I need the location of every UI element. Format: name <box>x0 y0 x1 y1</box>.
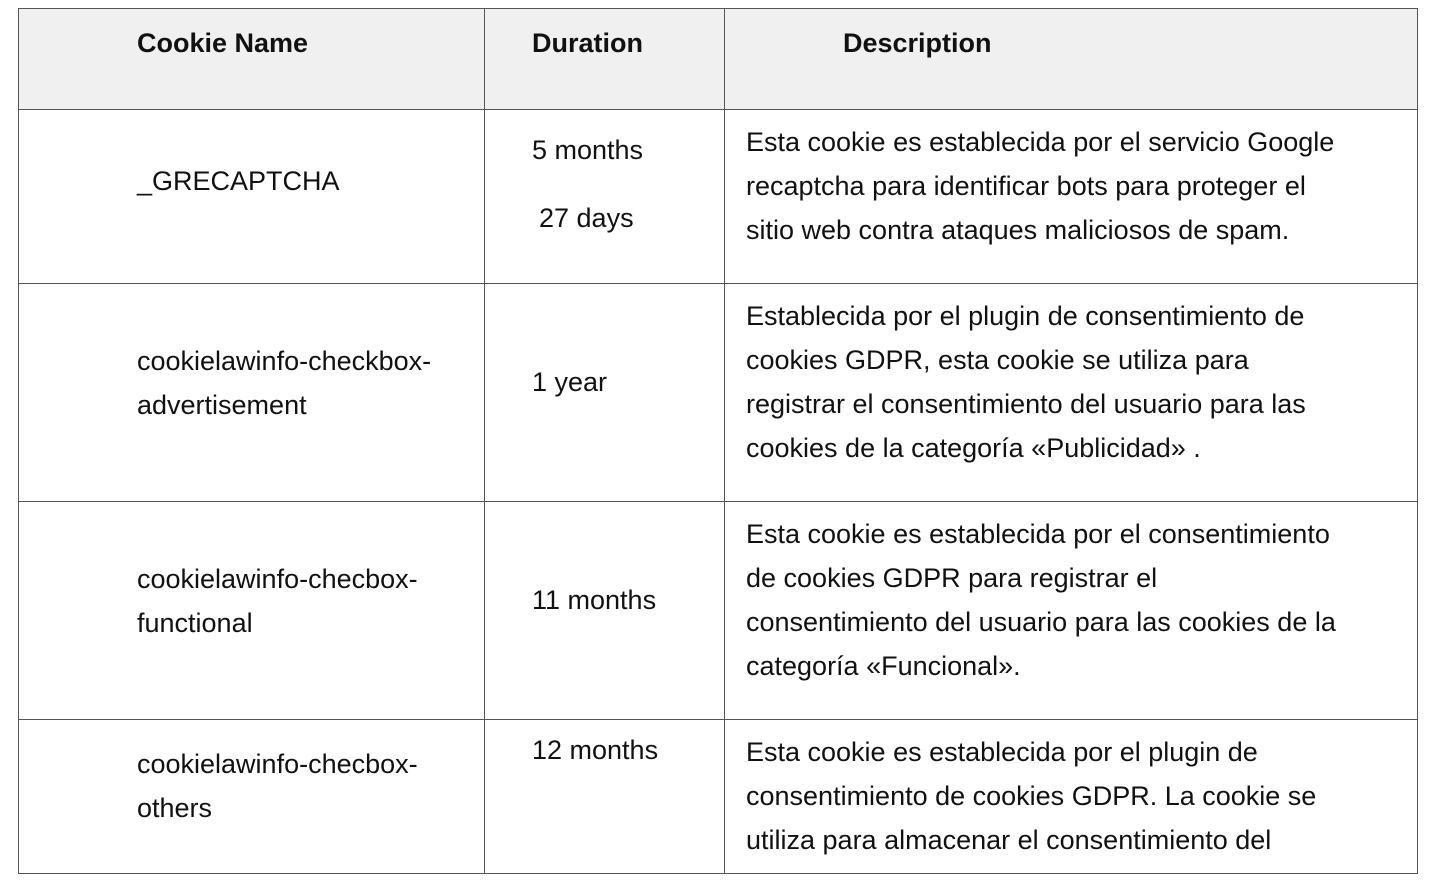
header-duration: Duration <box>485 9 725 110</box>
description-line: Establecida por el plugin de consentimiento de <box>746 301 1305 331</box>
cookie-name-cell <box>19 502 485 720</box>
description-line: recaptcha para identificar bots para proteger el <box>746 171 1306 201</box>
description-line: sitio web contra ataques maliciosos de spam. <box>746 215 1290 245</box>
description-line: cookies de la categoría «Publicidad» . <box>746 433 1201 463</box>
description-line: consentimiento del usuario para las cookies de la <box>746 607 1336 637</box>
header-cookie-name: Cookie Name <box>19 9 485 110</box>
duration-line: 11 months <box>532 585 657 615</box>
table-row <box>19 720 1418 874</box>
cookie-name-cell <box>19 720 485 874</box>
cookie-name-line: cookielawinfo-checbox- <box>137 564 418 594</box>
header-description: Description <box>725 9 1418 110</box>
table-row <box>19 284 1418 502</box>
header-row <box>19 9 1418 110</box>
description-line: categoría «Funcional». <box>746 651 1021 681</box>
cookie-name-line: cookielawinfo-checbox- <box>137 749 418 779</box>
description-cell <box>725 284 1418 502</box>
description-line: de cookies GDPR para registrar el <box>746 563 1158 593</box>
description-line: utiliza para almacenar el consentimiento del <box>746 825 1272 855</box>
duration-cell <box>485 502 725 720</box>
description-line: Esta cookie es establecida por el consentimiento <box>746 519 1330 549</box>
duration-cell <box>485 720 725 874</box>
duration-line: 12 months <box>532 735 659 765</box>
description-cell <box>725 502 1418 720</box>
table-row <box>19 110 1418 284</box>
cookie-name-line: others <box>137 793 213 823</box>
duration-line: 1 year <box>532 367 608 397</box>
description-cell <box>725 720 1418 874</box>
description-line: Esta cookie es establecida por el plugin de <box>746 737 1258 767</box>
description-line: registrar el consentimiento del usuario para las <box>746 389 1306 419</box>
description-line: Esta cookie es establecida por el servicio Google <box>746 127 1335 157</box>
cookie-name-cell <box>19 284 485 502</box>
table-row <box>19 502 1418 720</box>
duration-line: 5 months <box>532 135 644 165</box>
cookie-name-line: cookielawinfo-checkbox- <box>137 346 432 376</box>
duration-cell <box>485 110 725 284</box>
cookie-name-line: _GRECAPTCHA <box>137 166 340 196</box>
cookie-table <box>18 8 1418 874</box>
duration-cell <box>485 284 725 502</box>
duration-line: 27 days <box>539 203 634 233</box>
description-cell <box>725 110 1418 284</box>
cookie-name-cell <box>19 110 485 284</box>
cookie-name-line: advertisement <box>137 390 307 420</box>
description-line: consentimiento de cookies GDPR. La cookie se <box>746 781 1317 811</box>
description-line: cookies GDPR, esta cookie se utiliza para <box>746 345 1249 375</box>
cookie-name-line: functional <box>137 608 253 638</box>
